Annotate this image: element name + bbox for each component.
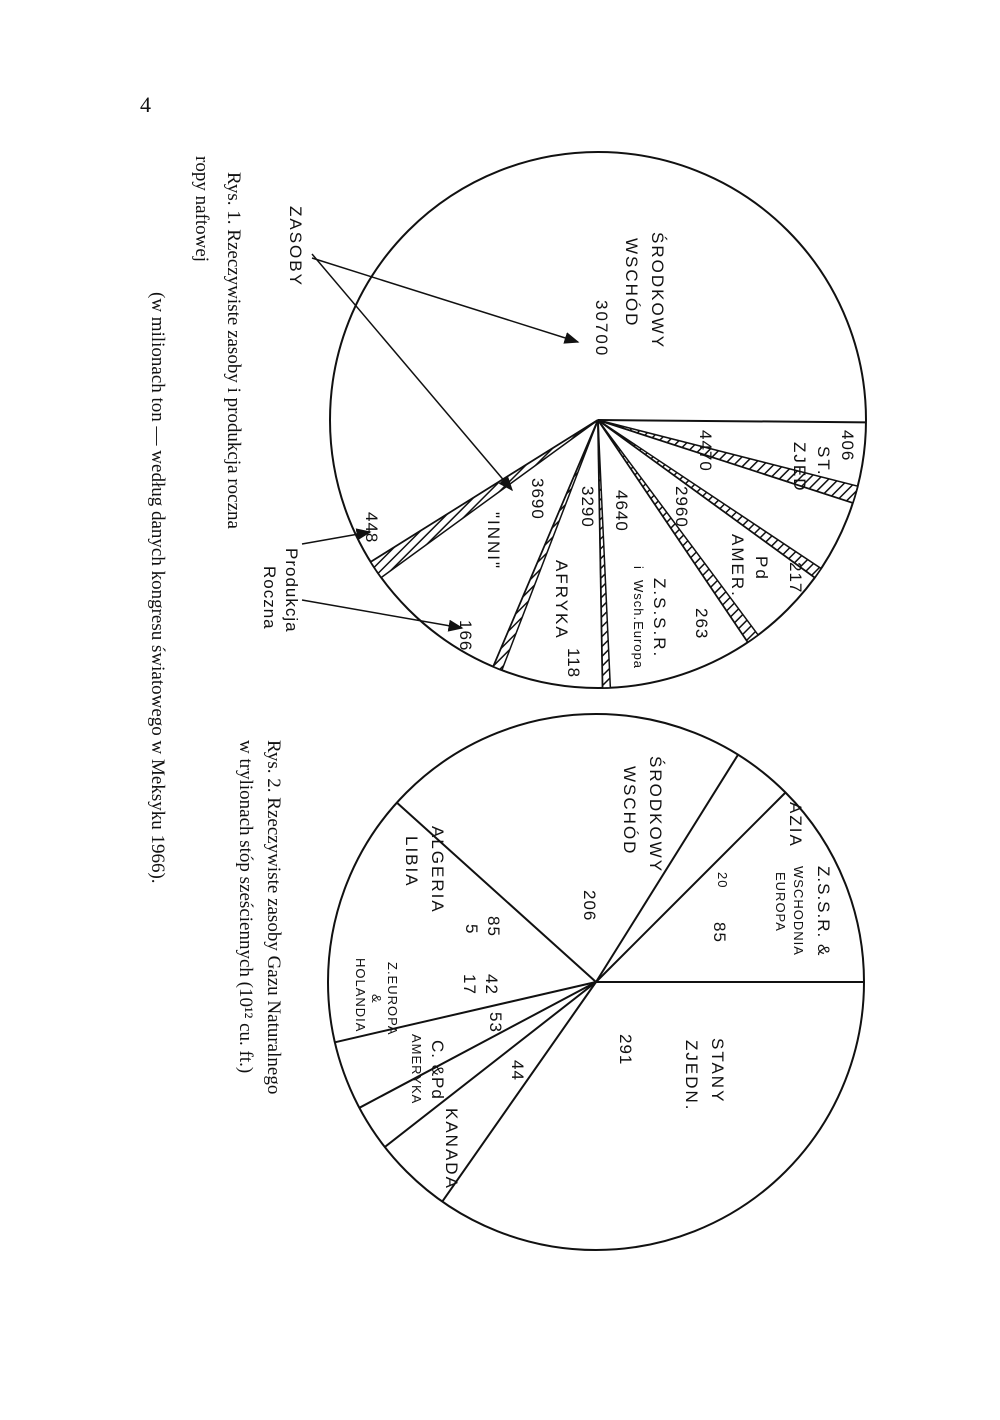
fig1-label-stz-prod: 406 [838,430,857,462]
fig1-produkcja-arrow-2 [302,600,462,628]
fig1-label-inni: "INNI" [484,512,503,571]
fig2-label-ze-value: 42 [482,974,501,995]
fig1-label-sw-line1: ŚRODKOWY [648,232,667,350]
fig1-label-stz-line2: ZJED [790,442,809,493]
fig1-legend-produkcja-line1: Produkcja [282,548,301,633]
fig2-slice-boundary-kanada [442,982,596,1202]
fig1-label-pd-res: 2960 [672,486,691,528]
fig1-label-pd-prod: 217 [786,562,805,594]
fig2-label-kanada: KANADA [442,1108,461,1190]
fig2-label-azia: AZIA [786,802,805,848]
fig1-label-pd-line2: AMER. [728,534,747,598]
fig1-label-afr-res: 3290 [578,486,597,528]
fig2-label-zs-value: 85 [710,922,729,943]
fig1-caption-line1: Rys. 1. Rzeczywiste zasoby i produkcja roczna [223,172,244,529]
fig1-label-afr: AFRYKA [552,560,571,640]
fig2-label-ze-line2: & [369,994,384,1004]
fig2-label-cpd-value: 53 [486,1012,505,1033]
fig2-label-stany-line1: STANY [708,1038,727,1104]
fig2-label-stany-value: 291 [616,1034,635,1066]
fig2-slice-boundary-azia [596,755,738,982]
fig2-label-cpd-line2: AMERYKA [409,1034,424,1105]
fig2-label-alg-line1: ALGERIA [428,826,447,914]
fig1-label-zssr-prod: 263 [692,608,711,640]
fig2-label-zs-line1: Z.S.S.R. & [814,866,833,957]
fig1-legend-zasoby: ZASOBY [286,206,305,287]
fig2-label-ze-line3: HOLANDIA [353,958,368,1033]
fig2-pie-chart [235,714,864,1250]
fig1-label-pd-line1: Pd [752,556,771,581]
fig1-caption-line3: (w milionach ton — według danych kongresu światowego w Meksyku 1966). [147,292,168,884]
fig1-label-zssr-line3: Wsch.Europa [631,580,646,670]
page-number: 4 [140,92,151,117]
fig1-legend-produkcja-line2: Roczna [260,566,279,630]
fig1-production-wedge-118 [598,420,610,688]
fig1-label-afr-prod: 118 [564,648,583,679]
fig2-caption-line2: w trylionach stóp sześciennych (10¹² cu. ft.) [235,740,256,1074]
fig1-label-sw-line2: WSCHÓD [622,238,641,328]
fig2-label-kanada-value: 44 [508,1060,527,1081]
fig2-label-azia-value: 20 [715,872,730,889]
fig2-label-cpd-line1: C. &Pd [428,1040,447,1100]
fig2-label-sw-line1: ŚRODKOWY [646,756,665,874]
fig2-label-ze-value2: 17 [460,974,479,995]
fig1-label-other-prod: 448 [362,512,381,544]
fig1-caption-line2: ropy naftowej [191,156,212,263]
fig2-caption-line1: Rys. 2. Rzeczywiste zasoby Gazu Naturalnego [263,740,284,1095]
fig1-label-inni-res: 3690 [528,478,547,520]
fig1-label-zssr-res: 4640 [612,490,631,532]
fig1-label-stz-res: 4470 [696,430,715,472]
fig1-label-zssr-line2: i [631,566,646,570]
fig2-label-sw-line2: WSCHÓD [620,766,639,856]
fig1-label-stz-line1: ST. [814,446,833,477]
fig2-slice-boundary-rodkowy-wsch-d [397,803,596,982]
fig2-label-stany-line2: ZJEDN. [682,1040,701,1112]
fig2-label-alg-value2: 5 [462,924,481,935]
fig2-label-ze-line1: Z.EUROPA [385,962,400,1036]
fig2-label-alg-value: 85 [484,916,503,937]
fig2-label-alg-line2: LIBIA [402,836,421,888]
fig1-label-zssr-line1: Z.S.S.R. [650,578,669,659]
fig2-label-sw-value: 206 [580,890,599,922]
fig2-label-zs-line2: WSCHODNIA [791,866,806,956]
fig1-slice-boundary-rodkowy-wsch-d [598,420,866,422]
fig2-label-zs-line3: EUROPA [773,872,788,932]
fig1-label-sw-value: 30700 [592,300,611,358]
fig1-label-inni-prod: 166 [456,620,475,652]
